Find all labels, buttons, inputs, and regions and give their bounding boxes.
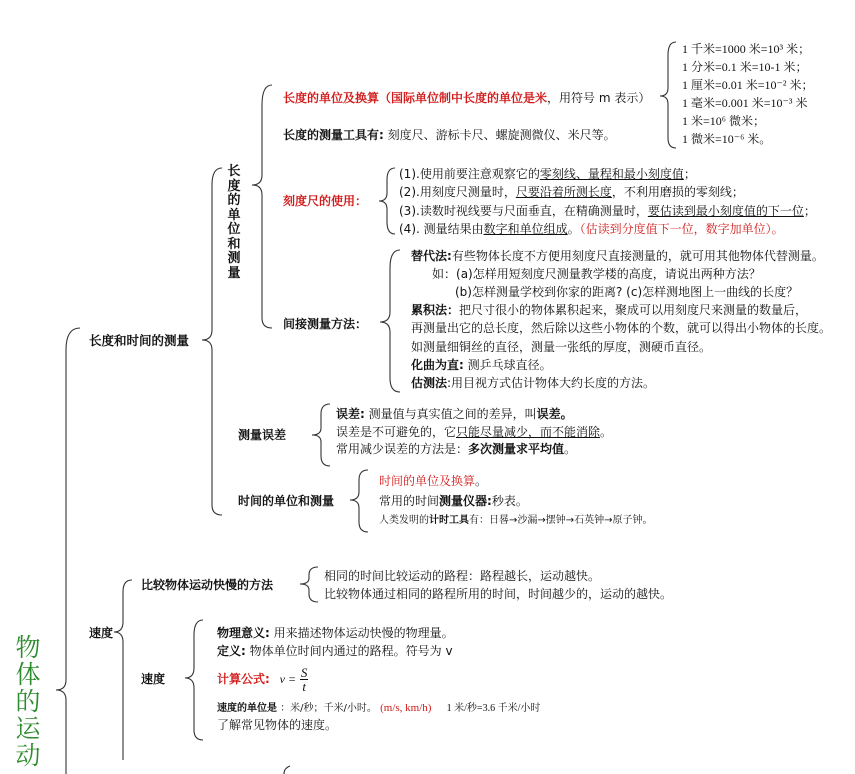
accumulation-text-3: 如测量细铜丝的直径，测量一张纸的厚度，测硬币直径。 [411, 340, 712, 354]
conversion-item: 1 分米=0.1 米=10-1 米； [682, 60, 808, 74]
measurement-error-label: 测量误差 [238, 428, 287, 442]
length-tools: 长度的测量工具有: 刻度尺、游标卡尺、螺旋测微仪、米尺等。 [283, 128, 616, 142]
ruler-rule-3: (3).读数时视线要与尺面垂直，在精确测量时，要估读到最小刻度值的下一位； [399, 204, 816, 218]
estimation-method: 估测法:用目视方式估计物体大约长度的方法。 [411, 376, 656, 390]
main-title: 物体的运动 [15, 633, 41, 770]
conversion-item: 1 千米=1000 米=10³ 米； [682, 42, 811, 56]
speed-formula: 计算公式: v = $\frac{S}{t}$ [217, 665, 308, 694]
conversion-item: 1 米=10⁶ 微米； [682, 114, 765, 128]
accumulation-method: 累积法：把尺寸很小的物体累积起来，聚成可以用刻度尺来测量的数量后， [411, 303, 808, 317]
example-a: 如：(a)怎样用短刻度尺测量教学楼的高度，请说出两种方法？ [432, 267, 761, 281]
compare-speed-label: 比较物体运动快慢的方法 [141, 578, 274, 592]
time-measure-label: 时间的单位和测量 [238, 494, 335, 508]
ruler-rule-4: (4). 测量结果由数字和单位组成。（估读到分度值下一位，数字加单位）。 [399, 222, 784, 236]
compare-item: 相同的时间比较运动的路程：路程越长，运动越快。 [324, 569, 601, 583]
ruler-rule-2: (2).用刻度尺测量时，尺要沿着所测长度，不利用磨损的零刻线； [399, 185, 744, 199]
section-speed-label: 速度 [89, 626, 114, 640]
speed-detail-label: 速度 [141, 672, 166, 686]
conversion-item: 1 微米=10⁻⁶ 米。 [682, 132, 772, 146]
curve-to-straight-method: 化曲为直: 测乒乓球直径。 [411, 358, 552, 372]
speed-common-values: 了解常见物体的速度。 [217, 718, 338, 732]
time-tools-history: 人类发明的计时工具有：日晷→沙漏→摆钟→石英钟→原子钟。 [379, 515, 653, 526]
error-unavoidable: 误差是不可避免的，它只能尽量减少，而不能消除。 [336, 425, 613, 439]
formula-fraction: $\frac{S}{t}$ [300, 665, 308, 694]
time-instrument-line: 常用的时间测量仪器:秒表。 [379, 494, 528, 508]
conversion-item: 1 毫米=0.001 米=10⁻³ 米 [682, 96, 808, 110]
compare-item: 比较物体通过相同的路程所用的时间，时间越少的，运动的越快。 [324, 587, 673, 601]
section-length-time-label: 长度和时间的测量 [89, 333, 190, 348]
conversion-item: 1 厘米=0.01 米=10⁻² 米； [682, 78, 814, 92]
unit-conversion-heading: 长度的单位及换算（国际单位制中长度的单位是米，用符号 m 表示） [283, 91, 651, 105]
example-bc: (b)怎样测量学校到你家的距离? (c)怎样测地图上一曲线的长度？ [455, 285, 799, 299]
time-unit-line: 时间的单位及换算。 [379, 474, 488, 488]
substitution-method: 替代法:有些物体长度不方便用刻度尺直接测量的，就可用其他物体代替测量。 [411, 249, 824, 263]
ruler-rule-1: (1).使用前要注意观察它的零刻线、量程和最小刻度值； [399, 167, 696, 181]
length-unit-measure-label: 长 度 的 单 位 和 测 量 [227, 164, 241, 281]
speed-units: 速度的单位是 ：米/秒；千米/小时。 (m/s, km/h) 1 米/秒=3.6 千米/小时 [217, 702, 541, 714]
indirect-method-label: 间接测量方法： [283, 317, 368, 331]
accumulation-text-2: 再测量出它的总长度，然后除以这些小物体的个数，就可以得出小物体的长度。 [411, 321, 832, 335]
ruler-usage-label: 刻度尺的使用： [283, 194, 368, 208]
speed-meaning: 物理意义: 用来描述物体运动快慢的物理量。 [217, 626, 454, 640]
error-reduction: 常用减少误差的方法是：多次测量求平均值。 [336, 442, 577, 456]
error-definition: 误差: 测量值与真实值之间的差异，叫误差。 [336, 407, 573, 421]
speed-definition: 定义: 物体单位时间内通过的路程。符号为 v [217, 644, 453, 658]
